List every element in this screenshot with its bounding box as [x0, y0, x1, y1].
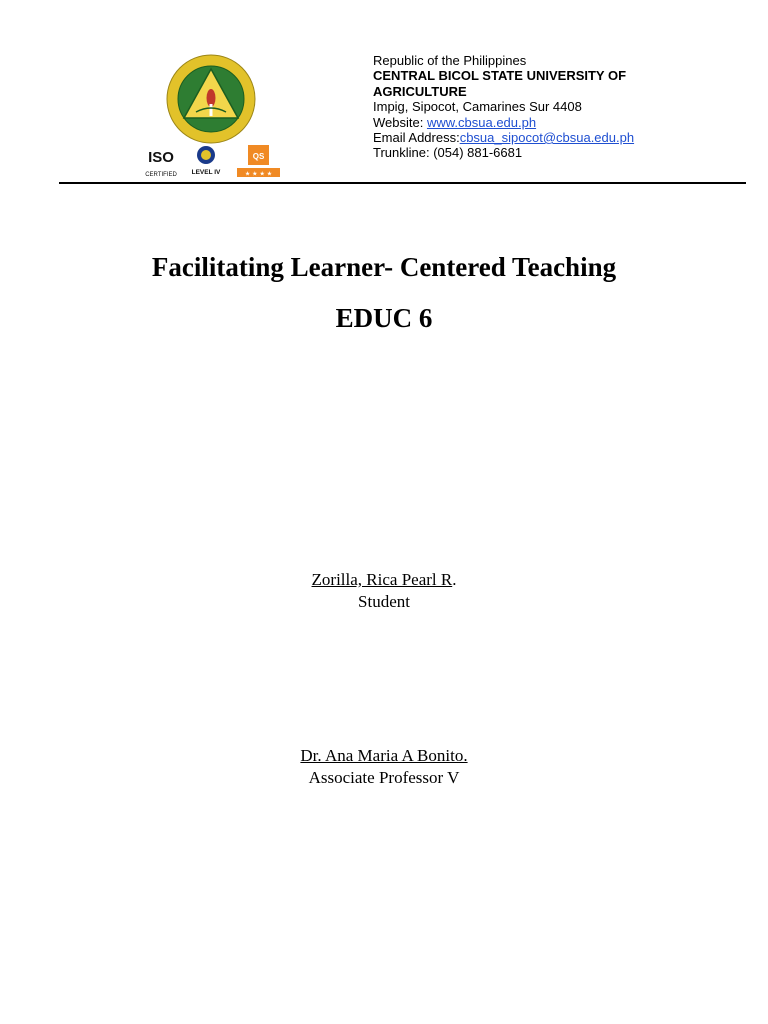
email-label: Email Address:: [373, 130, 460, 146]
university-name-line2: AGRICULTURE: [373, 83, 467, 99]
student-name-line: [0, 569, 768, 591]
level-badge-text: LEVEL IV: [191, 169, 221, 176]
qs-stars-badge: [237, 145, 280, 178]
website-line: [373, 115, 634, 130]
document-title: Facilitating Learner- Centered Teaching: [151, 252, 617, 282]
qs-stars-text: ★ ★ ★ ★: [244, 170, 273, 178]
letterhead-info: [373, 53, 634, 161]
student-name-suffix: .: [452, 570, 457, 589]
instructor-role: Associate Professor V: [308, 768, 460, 787]
university-name-line1: CENTRAL BICOL STATE UNIVERSITY OF: [373, 68, 627, 84]
student-role: Student: [358, 592, 410, 611]
trunkline-line: Trunkline: (054) 881-6681: [373, 145, 523, 161]
email-link[interactable]: cbsua_sipocot@cbsua.edu.ph: [459, 130, 635, 146]
student-block: [0, 569, 768, 613]
header-divider: [59, 182, 746, 184]
student-name: Zorilla, Rica Pearl R: [311, 570, 453, 589]
email-line: [373, 130, 634, 145]
qs-badge-text: QS: [252, 152, 265, 161]
level-iv-badge: [192, 146, 221, 176]
iso-certified-badge: [145, 149, 177, 178]
iso-badge-text: ISO: [148, 149, 174, 166]
instructor-name: Dr. Ana Maria A Bonito.: [300, 746, 468, 765]
accreditation-badges: [143, 144, 283, 180]
website-link[interactable]: www.cbsua.edu.ph: [426, 114, 537, 130]
university-seal-logo: [166, 54, 256, 144]
iso-badge-sub: CERTIFIED: [145, 172, 177, 178]
website-label: Website:: [373, 114, 427, 130]
course-code: EDUC 6: [335, 303, 433, 333]
address-line: Impig, Sipocot, Camarines Sur 4408: [373, 99, 582, 115]
republic-line: Republic of the Philippines: [373, 53, 527, 68]
instructor-block: [0, 745, 768, 789]
